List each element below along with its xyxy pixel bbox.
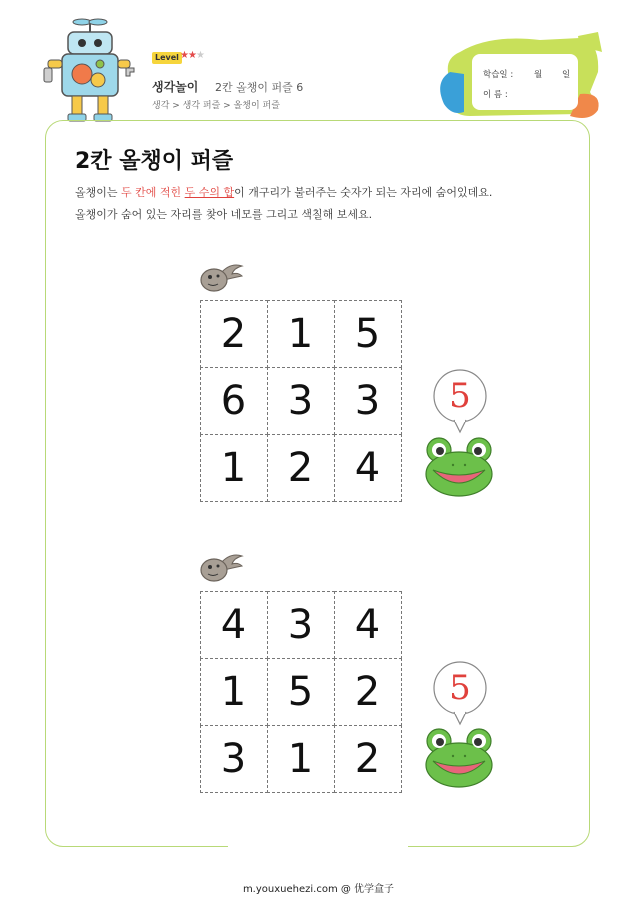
star-icon: ★ — [180, 50, 188, 61]
grid-cell[interactable]: 3 — [267, 367, 335, 435]
page-title: 2칸 올챙이 퍼즐 — [75, 149, 234, 174]
target-number: 5 — [449, 668, 471, 708]
tadpole-icon — [198, 256, 244, 296]
instruction-text: 올챙이는 — [75, 186, 122, 199]
level-badge: Level — [152, 52, 182, 64]
grid-cell[interactable]: 3 — [334, 367, 402, 435]
footer-credit: m.youxuehezi.com @ 优学盒子 — [242, 884, 395, 895]
frog-icon — [423, 727, 495, 789]
star-empty-icon: ★ — [195, 50, 204, 61]
grid-cell[interactable]: 6 — [200, 367, 268, 435]
name-label: 이 름 : — [483, 90, 508, 100]
tadpole-icon — [198, 546, 244, 586]
target-number: 5 — [449, 376, 471, 416]
study-info-sticker — [430, 32, 605, 122]
grid-cell[interactable]: 1 — [200, 658, 268, 726]
puzzle-name: 2칸 올챙이 퍼즐 6 — [215, 81, 304, 94]
robot-mascot-icon — [40, 18, 140, 123]
grid-cell[interactable]: 5 — [334, 300, 402, 368]
grid-cell[interactable]: 2 — [267, 434, 335, 502]
level-stars — [180, 50, 204, 61]
instruction-line-2: 올챙이가 숨어 있는 자리를 찾아 네모를 그리고 색칠해 보세요. — [75, 208, 373, 221]
grid-cell[interactable]: 4 — [200, 591, 268, 659]
category-title: 생각놀이 — [152, 80, 199, 94]
frame-gap — [228, 840, 408, 852]
star-icon: ★ — [187, 50, 196, 61]
month-label: 월 — [534, 70, 543, 80]
puzzle-grid-2 — [200, 591, 401, 792]
instruction-text: 이 개구리가 불러주는 숫자가 되는 자리에 숨어있데요. — [234, 186, 493, 199]
frog-icon — [423, 436, 495, 498]
grid-cell[interactable]: 3 — [200, 725, 268, 793]
day-label: 일 — [562, 70, 571, 80]
grid-cell[interactable]: 4 — [334, 434, 402, 502]
grid-cell[interactable]: 1 — [200, 434, 268, 502]
grid-cell[interactable]: 2 — [334, 725, 402, 793]
highlight-text: 두 칸에 적힌 — [121, 186, 185, 199]
instruction-line-1 — [75, 184, 492, 200]
study-date-label: 학습일 : — [483, 70, 514, 80]
breadcrumb: 생각 > 생각 퍼즐 > 올챙이 퍼즐 — [152, 101, 280, 111]
grid-cell[interactable]: 2 — [334, 658, 402, 726]
grid-cell[interactable]: 2 — [200, 300, 268, 368]
grid-cell[interactable]: 1 — [267, 300, 335, 368]
grid-cell[interactable]: 1 — [267, 725, 335, 793]
grid-cell[interactable]: 5 — [267, 658, 335, 726]
grid-cell[interactable]: 3 — [267, 591, 335, 659]
puzzle-grid-1 — [200, 300, 401, 501]
highlight-sum-text: 두 수의 합 — [184, 186, 235, 199]
grid-cell[interactable]: 4 — [334, 591, 402, 659]
